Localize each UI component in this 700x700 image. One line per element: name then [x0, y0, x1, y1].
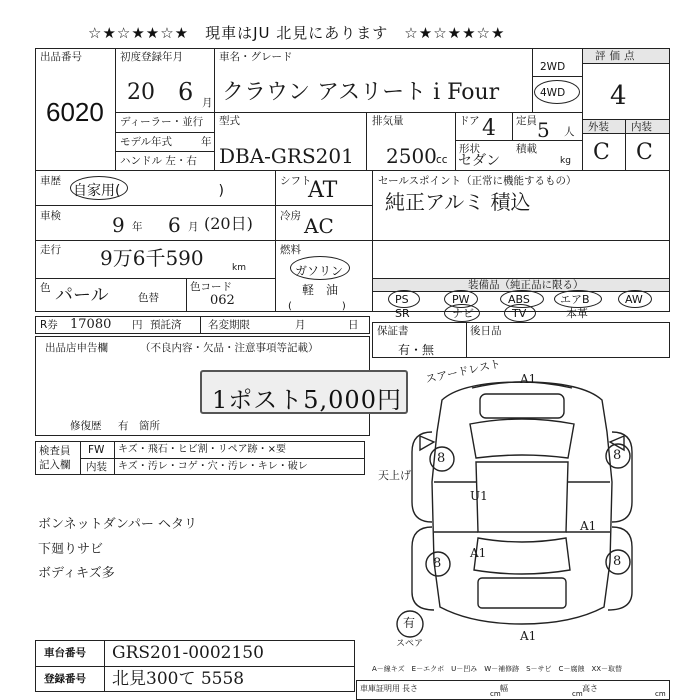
drive-4wd-circle: [534, 80, 580, 104]
mark-front: A1: [520, 372, 537, 386]
displacement-value: 2500: [386, 144, 437, 168]
color-code-label: 色コード: [190, 281, 232, 293]
shape-value: セダン: [458, 153, 501, 169]
history-value: 自家用( ): [73, 183, 224, 199]
shift-value: AT: [308, 178, 338, 203]
mark-bottom: A1: [520, 629, 537, 643]
price-stamp: 1ポスト5,000円: [200, 370, 408, 414]
spare-mark: 有: [403, 616, 416, 630]
car-name-label: 車名・グレード: [219, 51, 293, 63]
equip-leather: 本革: [566, 307, 588, 320]
equip-abs: ABS: [508, 293, 530, 306]
sales-point-label: セールスポイント（正常に機能するもの）: [378, 175, 577, 187]
lot-number: 6020: [46, 97, 104, 127]
header-banner: ☆★☆★★☆★ 現車はJU 北見にあります ☆★☆★★☆★: [88, 24, 506, 42]
warranty-options: 有・無: [398, 343, 435, 357]
warranty-label: 保証書: [377, 325, 409, 337]
color-swap-label: 色替: [138, 292, 159, 304]
car-name-value: クラウン アスリート i Four: [222, 80, 500, 105]
exterior-value: C: [593, 140, 610, 165]
report-note: （不良内容・欠品・注意事項等記載）: [140, 342, 319, 354]
equip-aw: AW: [625, 293, 643, 306]
color-code-value: 062: [210, 293, 235, 308]
repair-value: 有 箇所: [118, 420, 160, 432]
fuel-gasoline-circle: [290, 256, 350, 280]
mark-roof: U1: [470, 489, 488, 503]
equip-navi: ナビ: [452, 307, 474, 320]
drive-2wd: 2WD: [540, 61, 566, 73]
interior-value: C: [636, 140, 653, 165]
plate-value: 北見300て 5558: [112, 669, 245, 689]
car-damage-diagram: [372, 362, 670, 643]
recycle-deposit: 預託済: [150, 319, 182, 331]
shift-label: シフト: [280, 175, 312, 187]
capacity-label: 定員: [516, 115, 537, 127]
inspection-day: (20日): [204, 214, 253, 233]
drive-4wd: 4WD: [540, 87, 566, 99]
registration-month: 6: [178, 78, 194, 106]
fw-text: キズ・飛石・ヒビ割・リペア跡・×要: [118, 444, 286, 455]
repair-label: 修復歴: [70, 420, 102, 432]
mark-right: A1: [580, 519, 597, 533]
registration-label: 初度登録年月: [120, 51, 183, 63]
tire-fl: 8: [437, 451, 446, 466]
doors-value: 4: [482, 116, 496, 141]
equip-airbag: エアB: [560, 293, 590, 306]
plate-label: 登録番号: [44, 673, 86, 685]
interior-label: 内装: [631, 121, 652, 133]
damage-legend: A－線キズ E－エクボ U－凹み W－補修跡 S－サビ C－腐蝕 XX－取替: [372, 665, 623, 673]
aircon-label: 冷房: [280, 210, 301, 222]
note-1: ボンネットダンパー ヘタリ: [38, 517, 197, 532]
history-circle: [70, 176, 128, 200]
tire-rr: 8: [613, 554, 622, 569]
load-label: 積載: [516, 143, 537, 155]
equip-sr: SR: [395, 307, 410, 320]
report-label: 出品店申告欄: [45, 342, 108, 354]
interior-row-text: キズ・汚レ・コゲ・穴・汚レ・キレ・破レ: [118, 461, 308, 472]
history-label: 車歴: [40, 175, 61, 187]
equip-tv: TV: [512, 307, 527, 320]
fuel-gasoline: ガソリン: [295, 264, 344, 278]
tire-rl: 8: [433, 556, 442, 571]
inspection-year: 9: [112, 213, 125, 237]
color-value: パール: [55, 285, 109, 306]
interior-row-label: 内装: [86, 461, 107, 473]
inspection-month: 6: [168, 213, 181, 237]
spare-label: スペア: [396, 639, 424, 649]
front-note: スアードレスト: [424, 357, 502, 386]
inspection-label: 車検: [40, 210, 61, 222]
equipment-label: 装備品（純正品に限る）: [468, 279, 584, 291]
color-label: 色: [40, 282, 51, 294]
exterior-label: 外装: [588, 121, 609, 133]
tire-fr: 8: [613, 448, 622, 463]
handle-label: ハンドル 左・右: [120, 155, 197, 167]
note-3: ボディキズ多: [38, 566, 115, 581]
doors-label: ドア: [459, 115, 480, 127]
score-label: 評価点: [595, 50, 639, 62]
capacity-value: 5: [537, 118, 550, 142]
fw-label: FW: [88, 444, 105, 456]
chassis-label: 車台番号: [44, 647, 86, 659]
aircon-value: AC: [304, 214, 334, 238]
registration-year: 20: [127, 80, 155, 105]
mark-rear: A1: [470, 546, 487, 560]
recycle-value: 17080: [70, 317, 112, 332]
shape-label: 形状: [459, 143, 480, 155]
lot-label: 出品番号: [40, 51, 82, 63]
model-label: 型式: [219, 115, 240, 127]
mileage-label: 走行: [40, 244, 61, 256]
warranty-later-label: 後日品: [470, 325, 502, 337]
inspector-label: 検査員: [39, 445, 71, 457]
side-note: 天上げ: [378, 469, 411, 482]
fuel-label: 燃料: [280, 244, 301, 256]
equip-pw: PW: [452, 293, 470, 306]
name-change-label: 名変期限: [208, 319, 250, 331]
sales-point-value: 純正アルミ 積込: [385, 190, 531, 214]
dealer-label: ディーラー・並行: [120, 116, 204, 128]
recycle-label: R券: [40, 319, 58, 331]
note-2: 下廻りサビ: [38, 542, 104, 557]
mileage-value: 9万6千590: [100, 246, 204, 270]
equip-ps: PS: [395, 293, 409, 306]
fuel-diesel: 軽 油: [302, 283, 339, 297]
displacement-label: 排気量: [372, 115, 404, 127]
chassis-value: GRS201-0002150: [112, 643, 264, 663]
model-year-label: モデル年式: [120, 136, 172, 148]
score-value: 4: [610, 81, 627, 111]
model-value: DBA-GRS201: [219, 144, 354, 168]
